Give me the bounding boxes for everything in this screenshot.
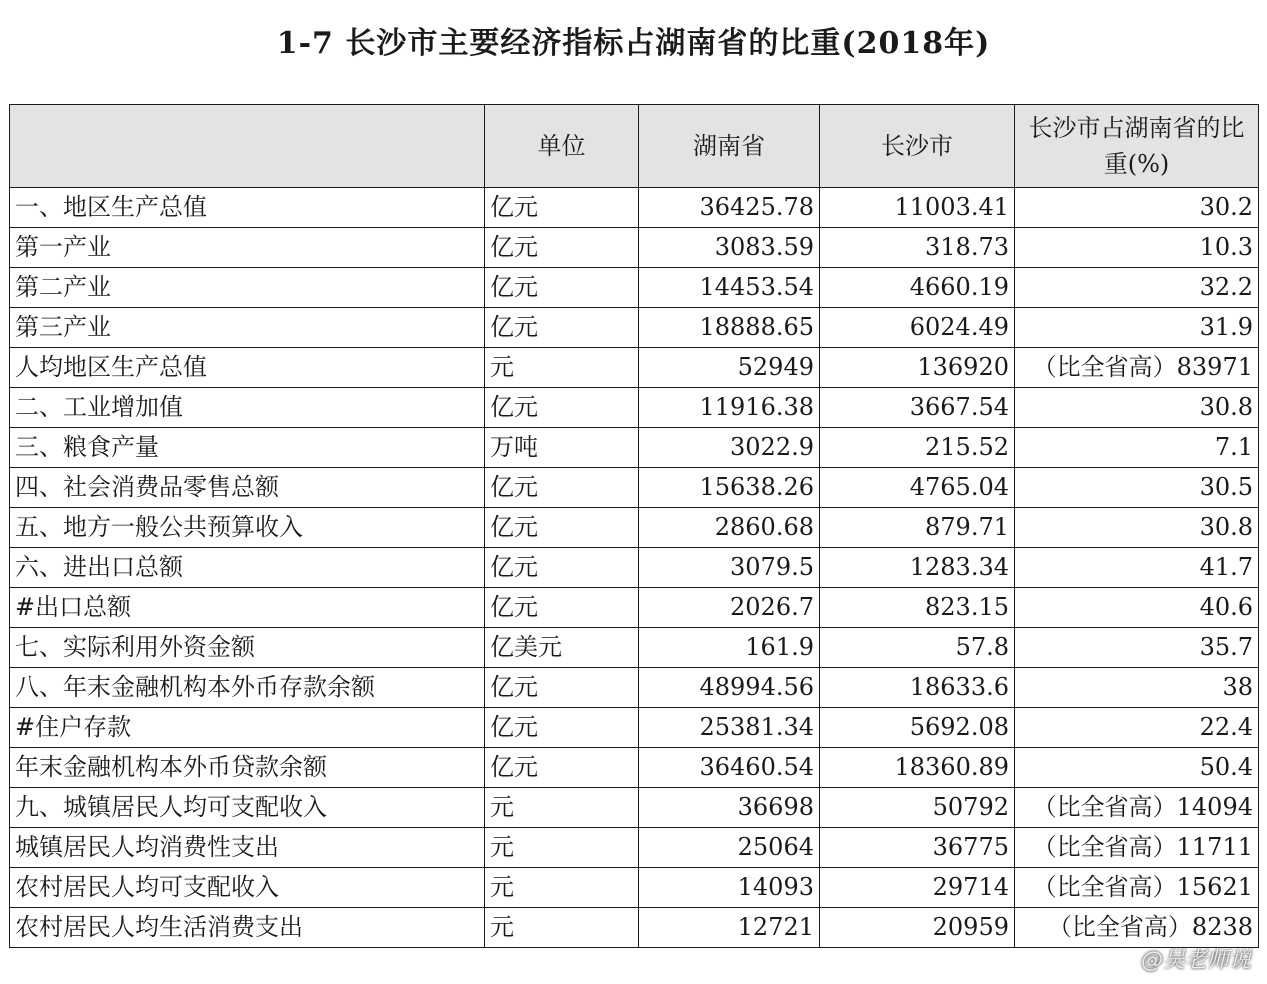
hunan-value-cell: 3079.5	[639, 548, 820, 588]
economic-indicators-table	[9, 104, 1259, 948]
table-row	[10, 508, 1259, 548]
share-cell: 30.2	[1015, 188, 1259, 228]
unit-cell: 亿元	[485, 188, 639, 228]
table-row	[10, 468, 1259, 508]
table-row	[10, 748, 1259, 788]
indicator-cell: 第一产业	[10, 228, 485, 268]
page-title: 1-7 长沙市主要经济指标占湖南省的比重(2018年)	[276, 26, 991, 61]
share-cell: 30.8	[1015, 508, 1259, 548]
indicator-cell: 农村居民人均生活消费支出	[10, 908, 485, 948]
table-row	[10, 828, 1259, 868]
indicator-cell: 第二产业	[10, 268, 485, 308]
changsha-value-cell: 6024.49	[820, 308, 1015, 348]
unit-cell: 亿元	[485, 388, 639, 428]
table-row	[10, 588, 1259, 628]
changsha-value-cell: 50792	[820, 788, 1015, 828]
unit-cell: 亿元	[485, 668, 639, 708]
indicator-cell: 一、地区生产总值	[10, 188, 485, 228]
share-cell: 40.6	[1015, 588, 1259, 628]
hunan-value-cell: 25064	[639, 828, 820, 868]
share-cell: （比全省高）83971	[1015, 348, 1259, 388]
share-cell: 30.8	[1015, 388, 1259, 428]
table-row	[10, 668, 1259, 708]
unit-cell: 亿元	[485, 588, 639, 628]
unit-cell: 万吨	[485, 428, 639, 468]
table-row	[10, 908, 1259, 948]
unit-cell: 亿美元	[485, 628, 639, 668]
share-cell: （比全省高）11711	[1015, 828, 1259, 868]
share-cell: 50.4	[1015, 748, 1259, 788]
changsha-value-cell: 136920	[820, 348, 1015, 388]
changsha-value-cell: 4660.19	[820, 268, 1015, 308]
share-cell: 32.2	[1015, 268, 1259, 308]
hunan-value-cell: 36425.78	[639, 188, 820, 228]
unit-cell: 亿元	[485, 508, 639, 548]
share-cell: 30.5	[1015, 468, 1259, 508]
indicator-cell: #出口总额	[10, 588, 485, 628]
unit-cell: 元	[485, 868, 639, 908]
hunan-value-cell: 14453.54	[639, 268, 820, 308]
table-row	[10, 188, 1259, 228]
changsha-value-cell: 5692.08	[820, 708, 1015, 748]
share-cell: （比全省高）15621	[1015, 868, 1259, 908]
indicator-cell: 第三产业	[10, 308, 485, 348]
changsha-value-cell: 36775	[820, 828, 1015, 868]
share-cell: 31.9	[1015, 308, 1259, 348]
share-cell: 22.4	[1015, 708, 1259, 748]
hunan-value-cell: 12721	[639, 908, 820, 948]
unit-cell: 元	[485, 788, 639, 828]
changsha-value-cell: 1283.34	[820, 548, 1015, 588]
hunan-value-cell: 15638.26	[639, 468, 820, 508]
share-cell: 10.3	[1015, 228, 1259, 268]
hunan-value-cell: 52949	[639, 348, 820, 388]
changsha-value-cell: 879.71	[820, 508, 1015, 548]
hunan-value-cell: 3083.59	[639, 228, 820, 268]
table-row	[10, 388, 1259, 428]
indicator-cell: 城镇居民人均消费性支出	[10, 828, 485, 868]
hunan-value-cell: 11916.38	[639, 388, 820, 428]
header-share: 长沙市占湖南省的比重(%)	[1015, 105, 1259, 188]
table-row	[10, 428, 1259, 468]
table-row	[10, 628, 1259, 668]
changsha-value-cell: 823.15	[820, 588, 1015, 628]
unit-cell: 元	[485, 828, 639, 868]
indicator-cell: 农村居民人均可支配收入	[10, 868, 485, 908]
header-indicator	[10, 105, 485, 188]
unit-cell: 亿元	[485, 708, 639, 748]
table-row	[10, 308, 1259, 348]
header-changsha: 长沙市	[820, 105, 1015, 188]
changsha-value-cell: 18633.6	[820, 668, 1015, 708]
share-cell: （比全省高）14094	[1015, 788, 1259, 828]
indicator-cell: 八、年末金融机构本外币存款余额	[10, 668, 485, 708]
indicator-cell: 七、实际利用外资金额	[10, 628, 485, 668]
hunan-value-cell: 2860.68	[639, 508, 820, 548]
unit-cell: 亿元	[485, 228, 639, 268]
share-cell: 35.7	[1015, 628, 1259, 668]
hunan-value-cell: 18888.65	[639, 308, 820, 348]
indicator-cell: 三、粮食产量	[10, 428, 485, 468]
unit-cell: 亿元	[485, 308, 639, 348]
unit-cell: 亿元	[485, 268, 639, 308]
table-header-row	[10, 105, 1259, 188]
hunan-value-cell: 14093	[639, 868, 820, 908]
hunan-value-cell: 48994.56	[639, 668, 820, 708]
indicator-cell: 五、地方一般公共预算收入	[10, 508, 485, 548]
indicator-cell: 人均地区生产总值	[10, 348, 485, 388]
table-row	[10, 548, 1259, 588]
unit-cell: 元	[485, 348, 639, 388]
indicator-cell: 九、城镇居民人均可支配收入	[10, 788, 485, 828]
header-hunan: 湖南省	[639, 105, 820, 188]
table-row	[10, 228, 1259, 268]
watermark: @吴老师说	[1140, 948, 1251, 973]
hunan-value-cell: 25381.34	[639, 708, 820, 748]
hunan-value-cell: 3022.9	[639, 428, 820, 468]
changsha-value-cell: 29714	[820, 868, 1015, 908]
unit-cell: 亿元	[485, 468, 639, 508]
changsha-value-cell: 20959	[820, 908, 1015, 948]
header-unit: 单位	[485, 105, 639, 188]
share-cell: 41.7	[1015, 548, 1259, 588]
share-cell: 7.1	[1015, 428, 1259, 468]
indicator-cell: 六、进出口总额	[10, 548, 485, 588]
changsha-value-cell: 11003.41	[820, 188, 1015, 228]
hunan-value-cell: 2026.7	[639, 588, 820, 628]
unit-cell: 亿元	[485, 548, 639, 588]
table-row	[10, 868, 1259, 908]
changsha-value-cell: 215.52	[820, 428, 1015, 468]
hunan-value-cell: 36460.54	[639, 748, 820, 788]
table-row	[10, 268, 1259, 308]
table-row	[10, 788, 1259, 828]
indicator-cell: 四、社会消费品零售总额	[10, 468, 485, 508]
share-cell: 38	[1015, 668, 1259, 708]
indicator-cell: 年末金融机构本外币贷款余额	[10, 748, 485, 788]
unit-cell: 元	[485, 908, 639, 948]
table-row	[10, 348, 1259, 388]
changsha-value-cell: 318.73	[820, 228, 1015, 268]
indicator-cell: 二、工业增加值	[10, 388, 485, 428]
changsha-value-cell: 3667.54	[820, 388, 1015, 428]
changsha-value-cell: 57.8	[820, 628, 1015, 668]
table-body	[10, 188, 1259, 948]
hunan-value-cell: 36698	[639, 788, 820, 828]
hunan-value-cell: 161.9	[639, 628, 820, 668]
table-row	[10, 708, 1259, 748]
changsha-value-cell: 18360.89	[820, 748, 1015, 788]
changsha-value-cell: 4765.04	[820, 468, 1015, 508]
unit-cell: 亿元	[485, 748, 639, 788]
indicator-cell: #住户存款	[10, 708, 485, 748]
share-cell: （比全省高）8238	[1015, 908, 1259, 948]
